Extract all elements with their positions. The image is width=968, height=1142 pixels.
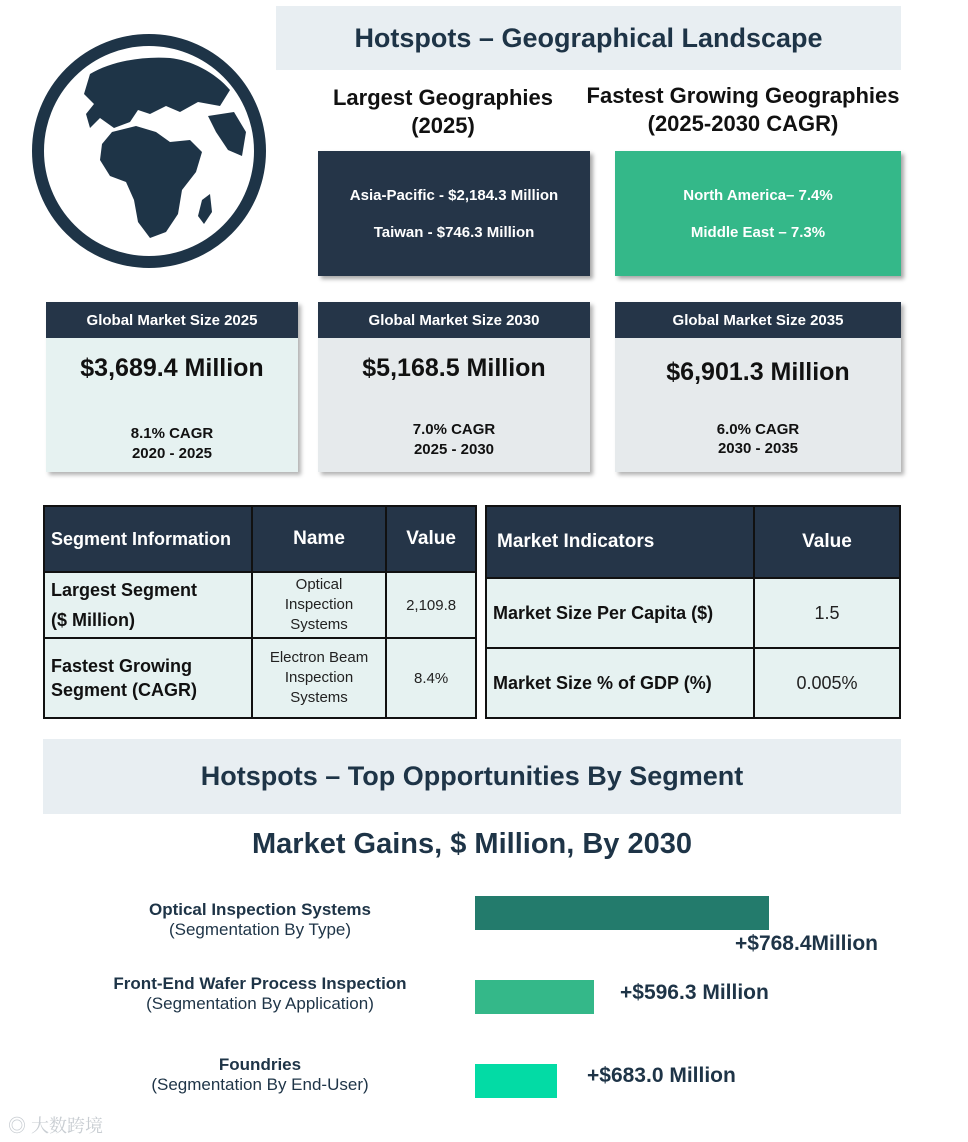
segment-info-line2: ($ Million) — [51, 610, 135, 630]
market-card-title: Global Market Size 2035 — [615, 302, 901, 338]
bar-category-label — [90, 974, 430, 1014]
bar-category-name: Foundries — [218, 1055, 302, 1074]
segment-info-line1: Fastest Growing — [51, 656, 193, 676]
largest-geography-item: Asia-Pacific - $2,184.3 Million — [349, 186, 559, 204]
largest-geographies-box — [318, 151, 590, 276]
watermark-text: 大数跨境 — [31, 1116, 104, 1136]
largest-geographies-heading — [318, 84, 568, 140]
largest-geography-item: Taiwan - $746.3 Million — [373, 223, 535, 241]
indicator-table-header: Market Indicators — [486, 506, 754, 578]
fastest-geographies-heading-line1: Fastest Growing Geographies — [586, 83, 900, 108]
bar-category-name: Front-End Wafer Process Inspection — [113, 974, 407, 993]
segment-name-cell: Electron Beam Inspection Systems — [252, 638, 386, 718]
bar-value-label: +$596.3 Million — [620, 981, 769, 1004]
indicator-table-header: Value — [754, 506, 900, 578]
bar-category-note: (Segmentation By Type) — [168, 920, 352, 939]
market-card-cagr: 8.1% CAGR — [130, 425, 214, 442]
market-card-body — [318, 338, 590, 472]
bar-chart — [0, 880, 968, 1120]
market-card-period: 2025 - 2030 — [413, 441, 495, 458]
bar-foundries — [475, 1064, 557, 1098]
market-card-value: $5,168.5 Million — [362, 354, 546, 382]
market-card-cagr: 7.0% CAGR — [412, 421, 496, 438]
bar-value-label: +$768.4Million — [735, 932, 878, 955]
table-row — [486, 648, 900, 718]
table-row — [44, 638, 476, 718]
segment-info-line1: Largest Segment — [51, 580, 198, 600]
market-card-period: 2030 - 2035 — [717, 440, 799, 457]
segment-value-cell: 2,109.8 — [386, 572, 476, 638]
indicator-table — [485, 505, 901, 719]
fastest-geographies-box — [615, 151, 901, 276]
market-card-title: Global Market Size 2025 — [46, 302, 298, 338]
segment-table-header: Value — [386, 506, 476, 572]
bar-category-name: Optical Inspection Systems — [148, 900, 371, 919]
indicator-value-cell: 1.5 — [754, 578, 900, 648]
largest-geographies-heading-line2: (2025) — [411, 113, 475, 138]
market-card-2030 — [318, 302, 590, 472]
fastest-geographies-heading-line2: (2025-2030 CAGR) — [647, 111, 839, 136]
segment-table-header: Segment Information — [44, 506, 252, 572]
segment-table — [43, 505, 477, 719]
segment-info-cell — [44, 638, 252, 718]
market-card-value: $3,689.4 Million — [80, 354, 264, 382]
watermark — [8, 1112, 103, 1138]
market-card-cagr: 6.0% CAGR — [716, 421, 800, 438]
indicator-name-cell: Market Size % of GDP (%) — [486, 648, 754, 718]
fastest-geographies-heading — [580, 82, 906, 138]
segment-name-cell: Optical Inspection Systems — [252, 572, 386, 638]
market-card-body — [615, 338, 901, 472]
bar-front-end-wafer — [475, 980, 594, 1014]
table-row — [44, 572, 476, 638]
market-card-body — [46, 338, 298, 472]
watermark-logo-icon: ◎ — [8, 1116, 26, 1136]
bar-value-label: +$683.0 Million — [587, 1064, 736, 1087]
bar-optical-inspection — [475, 896, 769, 930]
segment-info-cell — [44, 572, 252, 638]
page-title: Hotspots – Geographical Landscape — [276, 6, 901, 70]
globe-icon — [30, 32, 268, 270]
bar-category-label — [90, 900, 430, 940]
segment-info-line2: Segment (CAGR) — [51, 680, 198, 700]
bar-category-label — [90, 1055, 430, 1095]
market-card-value: $6,901.3 Million — [666, 358, 850, 386]
indicator-value-cell: 0.005% — [754, 648, 900, 718]
market-card-2035 — [615, 302, 901, 472]
market-card-title: Global Market Size 2030 — [318, 302, 590, 338]
segment-table-header: Name — [252, 506, 386, 572]
market-card-period: 2020 - 2025 — [131, 445, 213, 462]
market-card-2025 — [46, 302, 298, 472]
largest-geographies-heading-line1: Largest Geographies — [332, 85, 554, 110]
bar-category-note: (Segmentation By End-User) — [151, 1075, 369, 1094]
fastest-geography-item: North America– 7.4% — [683, 186, 833, 204]
fastest-geography-item: Middle East – 7.3% — [690, 223, 826, 241]
chart-title: Market Gains, $ Million, By 2030 — [252, 828, 692, 860]
indicator-name-cell: Market Size Per Capita ($) — [486, 578, 754, 648]
opportunities-title: Hotspots – Top Opportunities By Segment — [43, 739, 901, 814]
bar-category-note: (Segmentation By Application) — [146, 994, 374, 1013]
segment-value-cell: 8.4% — [386, 638, 476, 718]
table-row — [486, 578, 900, 648]
